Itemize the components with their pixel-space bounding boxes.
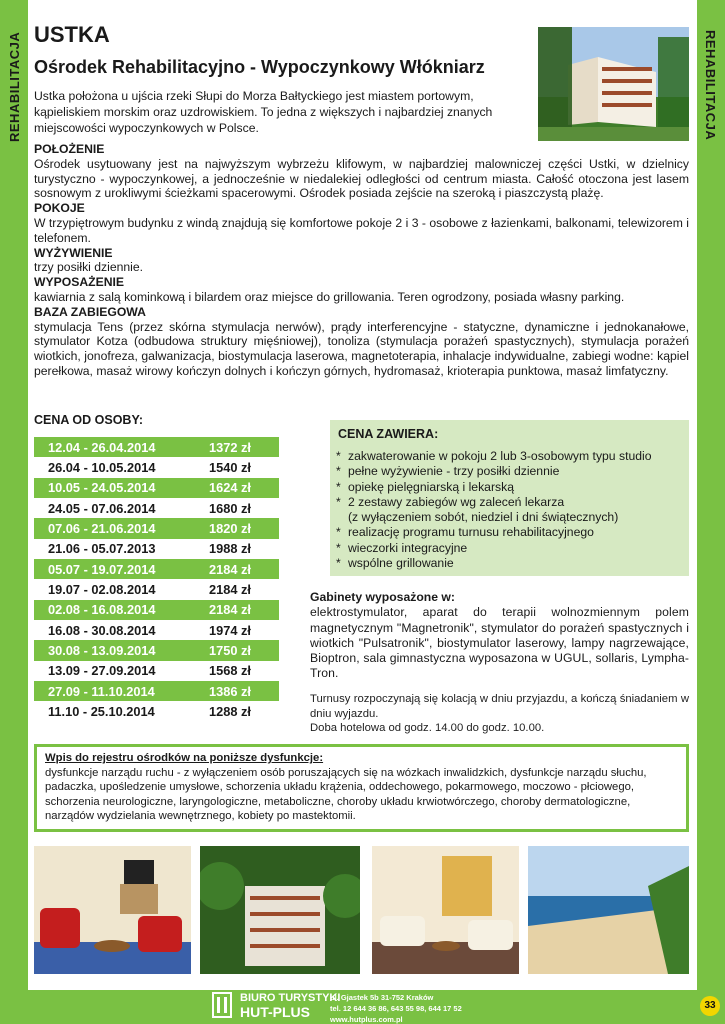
page-number: 33 bbox=[700, 996, 720, 1016]
list-item: * wieczorki integracyjne bbox=[336, 540, 468, 555]
price-row bbox=[34, 701, 279, 721]
price-dates: 10.05 - 24.05.2014 bbox=[48, 480, 156, 496]
price-value: 2184 zł bbox=[209, 582, 251, 598]
list-item: * pełne wyżywienie - trzy posiłki dziennie bbox=[336, 464, 560, 479]
list-item: (z wyłączeniem sobót, niedziel i dni świątecznych) bbox=[348, 510, 619, 525]
price-row bbox=[34, 661, 279, 681]
registry-box bbox=[34, 744, 689, 832]
section-heading: POŁOŻENIE bbox=[34, 142, 105, 156]
section-text: Ośrodek usytuowany jest na najwyższym wybrzeżu klifowym, w najbardziej malowniczej części Ustki, w dzielnicy turystyczno - wypoczynkowej, a jednocześnie w niedalekiej odległości od centrum miasta. Całość otoczona jest lasem sosnowym z urokliwymi ścieżkami spacerowymi. Ośrodek posiada zejście na szeroką i piaszczystą plażę. bbox=[34, 156, 689, 201]
price-value: 1568 zł bbox=[209, 663, 251, 679]
price-dates: 21.06 - 05.07.2013 bbox=[48, 541, 156, 557]
price-value: 1988 zł bbox=[209, 541, 251, 557]
price-row bbox=[34, 640, 279, 660]
price-dates: 27.09 - 11.10.2014 bbox=[48, 683, 155, 699]
section-heading: WYPOSAŻENIE bbox=[34, 275, 125, 290]
hotel-photo bbox=[538, 27, 689, 141]
registry-text: dysfunkcje narządu ruchu - z wyłączeniem osób poruszających się na wózkach inwalidzkich, dysfunkcje narządu słuchu, padaczka, upośledzenie umysłowe, schorzenia układu krążenia, oddechowego, pokarmowego, moczowo - płciowego, schorzenia neurologiczne, laryngologiczne, metaboliczne, choroby układu krwiotwórczego, choroby dermatologiczne, narządów wydzielania wewnętrznego, kobiety po mastektomii. bbox=[45, 766, 647, 822]
price-value: 2184 zł bbox=[209, 602, 251, 618]
intro-line: Ustka położona u ujścia rzeki Słupi do Morza Bałtyckiego jest miastem portowym, bbox=[34, 89, 474, 103]
list-item: * wspólne grillowanie bbox=[336, 556, 454, 571]
price-dates: 24.05 - 07.06.2014 bbox=[48, 500, 156, 516]
price-table bbox=[34, 437, 279, 722]
price-row bbox=[34, 620, 279, 640]
stay-text: Turnusy rozpoczynają się kolacją w dniu przyjazdu, a kończą śniadaniem w dniu wyjazdu. bbox=[310, 693, 689, 720]
sidebar-right bbox=[697, 0, 725, 990]
price-dates: 12.04 - 26.04.2014 bbox=[48, 439, 156, 455]
side-label-left: REHABILITACJA bbox=[7, 31, 22, 142]
price-value: 1750 zł bbox=[209, 643, 251, 659]
price-dates: 11.10 - 25.10.2014 bbox=[48, 704, 155, 720]
list-item: * 2 zestawy zabiegów wg zaleceń lekarza bbox=[336, 494, 565, 509]
registry-title: Wpis do rejestru ośrodków na poniższe dysfunkcje: bbox=[45, 752, 324, 764]
price-row bbox=[34, 478, 279, 498]
section-heading: WYŻYWIENIE bbox=[34, 245, 113, 260]
photo-room bbox=[34, 846, 191, 974]
side-label-right: REHABILITACJA bbox=[703, 30, 718, 141]
intro-text bbox=[34, 88, 524, 136]
list-item: * zakwaterowanie w pokoju 2 lub 3-osobowym typu studio bbox=[336, 449, 652, 463]
price-dates: 16.08 - 30.08.2014 bbox=[48, 622, 156, 638]
page-subtitle: Ośrodek Rehabilitacyjno - Wypoczynkowy Włókniarz bbox=[34, 57, 485, 77]
hotel-hours: Doba hotelowa od godz. 14.00 do godz. 10.00. bbox=[310, 722, 545, 734]
brand-line2: HUT-PLUS bbox=[240, 1004, 310, 1020]
photo-beach bbox=[528, 846, 689, 974]
sidebar-left bbox=[0, 0, 28, 990]
section-text: trzy posiłki dziennie. bbox=[34, 260, 144, 275]
page-title: USTKA bbox=[34, 22, 110, 47]
brand-line1: BIURO TURYSTYKI bbox=[240, 992, 341, 1004]
price-row bbox=[34, 600, 279, 620]
price-dates: 07.06 - 21.06.2014 bbox=[48, 521, 156, 537]
list-item: * opiekę pielęgniarską i lekarską bbox=[336, 479, 514, 494]
price-dates: 19.07 - 02.08.2014 bbox=[48, 582, 156, 598]
price-dates: 30.08 - 13.09.2014 bbox=[48, 643, 156, 659]
footer-phone: tel. 12 644 36 86, 643 55 98, 644 17 52 bbox=[330, 1004, 462, 1013]
equipment-title: Gabinety wyposażone w: bbox=[310, 590, 455, 604]
price-row bbox=[34, 539, 279, 559]
equipment-section bbox=[310, 590, 689, 682]
footer-website[interactable]: www.hutplus.com.pl bbox=[330, 1015, 403, 1024]
price-value: 1974 zł bbox=[209, 622, 251, 638]
price-includes-box bbox=[330, 420, 689, 576]
price-value: 1820 zł bbox=[209, 521, 251, 537]
photo-building bbox=[200, 846, 360, 974]
photo-interior bbox=[372, 846, 519, 974]
price-dates: 05.07 - 19.07.2014 bbox=[48, 561, 156, 577]
price-dates: 02.08 - 16.08.2014 bbox=[48, 602, 156, 618]
price-row bbox=[34, 498, 279, 518]
price-includes-title: CENA ZAWIERA: bbox=[338, 427, 439, 441]
price-value: 2184 zł bbox=[209, 561, 251, 577]
price-value: 1386 zł bbox=[209, 683, 251, 699]
section-heading: POKOJE bbox=[34, 201, 85, 216]
section-heading: BAZA ZABIEGOWA bbox=[34, 304, 146, 319]
section-text: W trzypiętrowym budynku z windą znajdują się komfortowe pokoje 2 i 3 - osobowe z łazienkami, balkonami, telewizorem i telefonem. bbox=[34, 215, 689, 245]
price-row bbox=[34, 437, 279, 457]
stay-info bbox=[310, 692, 689, 736]
section-text: stymulacja Tens (przez skórna stymulacja nerwów), prądy interferencyjne - statyczne, dynamiczne i jednokanałowe, stymulator Kotza (odbudowa struktury mięśniowej), tonoliza (stymulacja porażeń spastycznych), stymulacja porażeń wiotkich, jonofreza, galwanizacja, biostymulacja laserowa, magnetoterapia, inhalacje indywidualne, zabiegi wodne: kąpiel perełkowa, masaż wirowy kończyn dolnych i kończyn górnych, hydromasaż, krioterapia punktowa, masaż limfatyczny. bbox=[34, 319, 689, 378]
price-row bbox=[34, 681, 279, 701]
intro-line: miejscowości wypoczynkowych w Polsce. bbox=[34, 121, 259, 135]
description bbox=[34, 142, 689, 379]
price-includes-list bbox=[336, 449, 652, 571]
price-value: 1288 zł bbox=[209, 704, 251, 720]
price-value: 1680 zł bbox=[209, 500, 251, 516]
list-item: * realizację programu turnusu rehabilitacyjnego bbox=[336, 525, 594, 540]
price-row bbox=[34, 457, 279, 477]
price-row bbox=[34, 579, 279, 599]
price-value: 1624 zł bbox=[209, 480, 251, 496]
price-row bbox=[34, 559, 279, 579]
price-dates: 13.09 - 27.09.2014 bbox=[48, 663, 156, 679]
section-text: kawiarnia z salą kominkową i bilardem oraz miejsce do grillowania. Teren ogrodzony, posiada własny parking. bbox=[34, 289, 625, 304]
equipment-text: elektrostymulator, aparat do terapii wolnozmiennym polem magnetycznym "Magnetronik", stymulator do porażeń spastycznych i wiotkich "Pulsatronik", biostymulator laserowy, lampy nagrzewające, Bioptron, sala gimnastyczna wyposazona w UGUL, sollaris, Lympha-Tron. bbox=[310, 605, 689, 681]
footer-address: ul. Gjastek 5b 31-752 Kraków bbox=[330, 993, 434, 1002]
price-row bbox=[34, 518, 279, 538]
price-value: 1372 zł bbox=[209, 439, 251, 455]
price-title: CENA OD OSOBY: bbox=[34, 413, 144, 427]
price-value: 1540 zł bbox=[209, 460, 251, 476]
brand-logo-icon bbox=[212, 992, 232, 1018]
intro-line: kąpieliskiem morskim oraz uzdrowiskiem. To jedna z większych i najbardziej znanych bbox=[34, 105, 493, 119]
price-dates: 26.04 - 10.05.2014 bbox=[48, 460, 156, 476]
